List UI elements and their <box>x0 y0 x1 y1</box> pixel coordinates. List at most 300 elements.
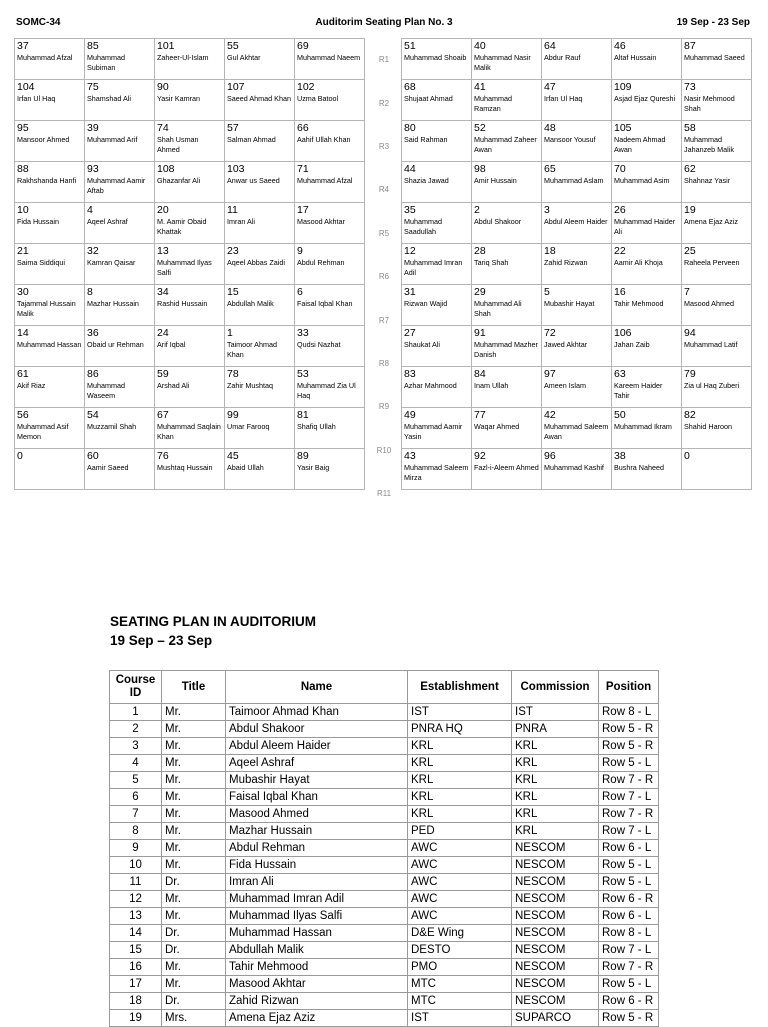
table-cell: Row 5 - L <box>599 874 659 891</box>
table-cell: Mr. <box>162 840 226 857</box>
row-label: R5 <box>378 228 390 238</box>
seat-cell <box>15 203 85 244</box>
seat-occupant: Muhammad Asif Memon <box>17 422 69 441</box>
seat-number: 2 <box>474 204 480 216</box>
seat-cell <box>85 39 155 80</box>
seat-number: 17 <box>297 204 309 216</box>
seat-number: 79 <box>684 368 696 380</box>
seat-occupant: Muzzamil Shah <box>87 422 137 431</box>
table-row <box>110 738 659 755</box>
seat-cell <box>85 203 155 244</box>
seat-cell <box>472 39 542 80</box>
seat-cell <box>682 203 752 244</box>
seat-occupant: Yasir Kamran <box>157 94 201 103</box>
seat-occupant: Shahnaz Yasir <box>684 176 731 185</box>
table-cell: Row 8 - L <box>599 704 659 721</box>
table-cell: Row 5 - L <box>599 755 659 772</box>
seat-occupant: Waqar Ahmed <box>474 422 520 431</box>
seat-number: 42 <box>544 409 556 421</box>
table-cell: Mr. <box>162 976 226 993</box>
seat-cell <box>612 285 682 326</box>
seat-number: 49 <box>404 409 416 421</box>
table-row <box>110 840 659 857</box>
seat-number: 37 <box>17 40 29 52</box>
seat-occupant: Muhammad Asim <box>614 176 670 185</box>
table-cell: DESTO <box>408 942 512 959</box>
seat-number: 53 <box>297 368 309 380</box>
seat-cell <box>682 80 752 121</box>
seat-cell <box>682 408 752 449</box>
seat-number: 10 <box>17 204 29 216</box>
seat-occupant: Mushtaq Hussain <box>157 463 213 472</box>
seat-cell <box>15 162 85 203</box>
seat-occupant: Saeed Ahmad Khan <box>227 94 291 103</box>
row-label: R6 <box>378 272 390 282</box>
table-cell: KRL <box>408 789 512 806</box>
seat-number: 56 <box>17 409 29 421</box>
seat-cell <box>295 285 365 326</box>
seat-cell <box>682 244 752 285</box>
seat-number: 107 <box>227 81 245 93</box>
seat-occupant: Tahir Mehmood <box>614 299 664 308</box>
seat-number: 39 <box>87 122 99 134</box>
table-cell: Abdul Aleem Haider <box>226 738 408 755</box>
seat-cell <box>155 162 225 203</box>
table-cell: 17 <box>110 976 162 993</box>
seat-cell <box>295 326 365 367</box>
seat-number: 52 <box>474 122 486 134</box>
seat-number: 83 <box>404 368 416 380</box>
seat-row <box>15 121 365 162</box>
seat-number: 20 <box>157 204 169 216</box>
seat-cell <box>15 408 85 449</box>
seat-occupant: Shaukat Ali <box>404 340 440 349</box>
table-cell: Row 7 - L <box>599 823 659 840</box>
seat-number: 28 <box>474 245 486 257</box>
table-cell: 7 <box>110 806 162 823</box>
seat-row <box>402 80 752 121</box>
seat-number: 30 <box>17 286 29 298</box>
seat-number: 89 <box>297 450 309 462</box>
seat-cell <box>85 162 155 203</box>
seat-number: 23 <box>227 245 239 257</box>
seat-number: 33 <box>297 327 309 339</box>
table-cell: NESCOM <box>512 857 599 874</box>
seat-number: 70 <box>614 163 626 175</box>
seat-row <box>15 285 365 326</box>
seat-cell <box>295 449 365 490</box>
seat-cell <box>402 367 472 408</box>
table-cell: 2 <box>110 721 162 738</box>
seat-occupant: Anwar us Saeed <box>227 176 280 185</box>
table-cell: MTC <box>408 993 512 1010</box>
seat-occupant: Muhammad Ali Shah <box>474 299 522 318</box>
seat-cell <box>225 367 295 408</box>
seat-occupant: Bushra Naheed <box>614 463 664 472</box>
seat-number: 21 <box>17 245 29 257</box>
seat-number: 64 <box>544 40 556 52</box>
seat-number: 102 <box>297 81 315 93</box>
table-cell: AWC <box>408 891 512 908</box>
table-row <box>110 772 659 789</box>
seat-occupant: Muhammad Imran Adil <box>404 258 463 277</box>
table-cell: Abdul Rehman <box>226 840 408 857</box>
seat-row <box>402 203 752 244</box>
seat-number: 85 <box>87 40 99 52</box>
seat-number: 41 <box>474 81 486 93</box>
seat-number: 75 <box>87 81 99 93</box>
table-cell: IST <box>408 1010 512 1027</box>
table-cell: Row 7 - R <box>599 959 659 976</box>
seat-row <box>402 449 752 490</box>
seat-number: 63 <box>614 368 626 380</box>
seat-number: 22 <box>614 245 626 257</box>
seat-cell <box>472 449 542 490</box>
seat-occupant: Muhammad Aamir Aftab <box>87 176 146 195</box>
seat-cell <box>155 39 225 80</box>
seat-number: 5 <box>544 286 550 298</box>
seat-cell <box>402 162 472 203</box>
seat-occupant: Muhammad Jahanzeb Malik <box>684 135 734 154</box>
seat-cell <box>542 367 612 408</box>
doc-code: SOMC-34 <box>16 17 61 28</box>
table-cell: PED <box>408 823 512 840</box>
seat-cell <box>85 80 155 121</box>
table-cell: Masood Ahmed <box>226 806 408 823</box>
table-cell: Row 5 - R <box>599 738 659 755</box>
seat-cell <box>155 326 225 367</box>
seat-number: 3 <box>544 204 550 216</box>
seat-cell <box>155 408 225 449</box>
seat-occupant: Tariq Shah <box>474 258 509 267</box>
seat-number: 97 <box>544 368 556 380</box>
seat-number: 108 <box>157 163 175 175</box>
seat-cell <box>15 326 85 367</box>
table-cell: Mr. <box>162 959 226 976</box>
seat-row <box>15 203 365 244</box>
seat-occupant: Muhammad Aslam <box>544 176 604 185</box>
table-cell: NESCOM <box>512 959 599 976</box>
seat-occupant: Asjad Ejaz Qureshi <box>614 94 676 103</box>
seat-number: 105 <box>614 122 632 134</box>
seat-number: 9 <box>297 245 303 257</box>
seat-occupant: Muhammad Naeem <box>297 53 361 62</box>
seat-number: 0 <box>17 450 23 462</box>
seat-cell <box>155 367 225 408</box>
doc-title: Auditorim Seating Plan No. 3 <box>315 17 453 28</box>
seat-cell <box>225 326 295 367</box>
seat-number: 60 <box>87 450 99 462</box>
seat-row <box>15 80 365 121</box>
table-cell: 8 <box>110 823 162 840</box>
seat-occupant: Zahid Rizwan <box>544 258 588 267</box>
table-cell: Aqeel Ashraf <box>226 755 408 772</box>
seat-occupant: Jawed Akhtar <box>544 340 588 349</box>
seat-occupant: Arif Iqbal <box>157 340 186 349</box>
seating-list-table <box>109 670 659 1027</box>
seat-number: 62 <box>684 163 696 175</box>
seat-cell <box>542 449 612 490</box>
table-cell: KRL <box>408 772 512 789</box>
seat-occupant: Muhammad Zia Ul Haq <box>297 381 356 400</box>
seat-occupant: Mansoor Yousuf <box>544 135 596 144</box>
seat-cell <box>402 285 472 326</box>
seat-occupant: Umar Farooq <box>227 422 270 431</box>
seat-cell <box>225 203 295 244</box>
seat-number: 58 <box>684 122 696 134</box>
seat-cell <box>155 449 225 490</box>
table-row <box>110 993 659 1010</box>
table-cell: 10 <box>110 857 162 874</box>
seat-cell <box>542 121 612 162</box>
seat-occupant: Mansoor Ahmed <box>17 135 70 144</box>
seat-occupant: Qudsi Nazhat <box>297 340 341 349</box>
seat-occupant: Masood Ahmed <box>684 299 734 308</box>
seat-row <box>15 39 365 80</box>
seat-cell <box>682 121 752 162</box>
seat-number: 95 <box>17 122 29 134</box>
seat-cell <box>85 244 155 285</box>
column-header: Title <box>162 671 226 704</box>
seat-cell <box>682 326 752 367</box>
table-cell: 5 <box>110 772 162 789</box>
seat-number: 1 <box>227 327 233 339</box>
seat-number: 78 <box>227 368 239 380</box>
seat-occupant: Aqeel Abbas Zaidi <box>227 258 285 267</box>
seat-occupant: Muhammad Kashif <box>544 463 604 472</box>
table-cell: 6 <box>110 789 162 806</box>
column-header: Position <box>599 671 659 704</box>
seat-number: 36 <box>87 327 99 339</box>
seat-cell <box>15 244 85 285</box>
table-cell: NESCOM <box>512 891 599 908</box>
seat-number: 68 <box>404 81 416 93</box>
seat-cell <box>472 80 542 121</box>
seat-occupant: Yasir Baig <box>297 463 330 472</box>
table-cell: Mrs. <box>162 1010 226 1027</box>
table-cell: 18 <box>110 993 162 1010</box>
seat-occupant: Aamir Saeed <box>87 463 129 472</box>
seat-cell <box>155 80 225 121</box>
seat-cell <box>15 285 85 326</box>
seat-cell <box>402 244 472 285</box>
seat-row <box>402 326 752 367</box>
seat-cell <box>225 121 295 162</box>
table-cell: KRL <box>512 806 599 823</box>
seat-number: 51 <box>404 40 416 52</box>
seat-cell <box>15 80 85 121</box>
seat-number: 104 <box>17 81 35 93</box>
table-cell: Row 7 - L <box>599 942 659 959</box>
seat-occupant: Salman Ahmad <box>227 135 276 144</box>
seat-number: 106 <box>614 327 632 339</box>
seat-row <box>402 244 752 285</box>
seat-row <box>402 39 752 80</box>
table-row <box>110 823 659 840</box>
seat-number: 45 <box>227 450 239 462</box>
table-cell: Mr. <box>162 772 226 789</box>
seat-cell <box>85 285 155 326</box>
table-cell: Imran Ali <box>226 874 408 891</box>
table-cell: KRL <box>408 755 512 772</box>
seat-number: 43 <box>404 450 416 462</box>
seat-cell <box>225 80 295 121</box>
table-cell: Abdul Shakoor <box>226 721 408 738</box>
table-cell: NESCOM <box>512 908 599 925</box>
doc-dates: 19 Sep - 23 Sep <box>676 17 750 28</box>
seat-number: 86 <box>87 368 99 380</box>
table-cell: Dr. <box>162 874 226 891</box>
seat-cell <box>402 326 472 367</box>
seat-number: 74 <box>157 122 169 134</box>
table-cell: Mr. <box>162 908 226 925</box>
seat-cell <box>682 162 752 203</box>
seat-number: 29 <box>474 286 486 298</box>
seat-occupant: Said Rahman <box>404 135 448 144</box>
table-cell: Zahid Rizwan <box>226 993 408 1010</box>
seat-number: 77 <box>474 409 486 421</box>
row-label: R9 <box>378 402 390 412</box>
table-row <box>110 874 659 891</box>
seat-number: 92 <box>474 450 486 462</box>
seat-number: 103 <box>227 163 245 175</box>
seat-cell <box>542 326 612 367</box>
table-cell: KRL <box>512 755 599 772</box>
seat-row <box>15 408 365 449</box>
seat-cell <box>225 449 295 490</box>
seat-number: 32 <box>87 245 99 257</box>
seat-cell <box>542 408 612 449</box>
table-cell: AWC <box>408 908 512 925</box>
table-cell: NESCOM <box>512 874 599 891</box>
table-cell: KRL <box>512 738 599 755</box>
seat-occupant: Muhammad Mazher Danish <box>474 340 538 359</box>
table-cell: Mubashir Hayat <box>226 772 408 789</box>
table-cell: 12 <box>110 891 162 908</box>
seat-number: 67 <box>157 409 169 421</box>
table-row <box>110 789 659 806</box>
table-cell: Row 5 - L <box>599 857 659 874</box>
seat-cell <box>682 367 752 408</box>
table-cell: Mr. <box>162 789 226 806</box>
table-cell: Row 5 - R <box>599 1010 659 1027</box>
seat-occupant: Arshad Ali <box>157 381 190 390</box>
seat-number: 55 <box>227 40 239 52</box>
seat-number: 35 <box>404 204 416 216</box>
seat-occupant: Amir Hussain <box>474 176 517 185</box>
seat-number: 14 <box>17 327 29 339</box>
column-header: Course ID <box>110 671 162 704</box>
seat-cell <box>295 367 365 408</box>
seat-number: 101 <box>157 40 175 52</box>
seat-row <box>15 244 365 285</box>
seat-number: 0 <box>684 450 690 462</box>
seat-occupant: Kamran Qaisar <box>87 258 136 267</box>
seat-row <box>15 326 365 367</box>
seat-cell <box>85 367 155 408</box>
table-cell: MTC <box>408 976 512 993</box>
table-row <box>110 976 659 993</box>
seat-cell <box>295 121 365 162</box>
seat-number: 57 <box>227 122 239 134</box>
row-label: R4 <box>378 185 390 195</box>
seat-occupant: Imran Ali <box>227 217 255 226</box>
table-cell: 19 <box>110 1010 162 1027</box>
seat-cell <box>85 408 155 449</box>
table-cell: Mr. <box>162 823 226 840</box>
table-cell: Muhammad Imran Adil <box>226 891 408 908</box>
seat-occupant: Jahan Zaib <box>614 340 650 349</box>
seat-occupant: Rakhshanda Hanfi <box>17 176 77 185</box>
table-cell: Masood Akhtar <box>226 976 408 993</box>
table-cell: KRL <box>408 806 512 823</box>
seat-occupant: Inam Ullah <box>474 381 509 390</box>
column-header: Establishment <box>408 671 512 704</box>
seat-occupant: Mazhar Hussain <box>87 299 139 308</box>
table-cell: Dr. <box>162 993 226 1010</box>
table-cell: 13 <box>110 908 162 925</box>
table-row <box>110 925 659 942</box>
seat-occupant: Aamir Ali Khoja <box>614 258 663 267</box>
seat-number: 47 <box>544 81 556 93</box>
seat-occupant: Muhammad Shoaib <box>404 53 467 62</box>
seat-occupant: Abdur Rauf <box>544 53 581 62</box>
seat-row <box>402 121 752 162</box>
seat-number: 50 <box>614 409 626 421</box>
seat-cell <box>612 80 682 121</box>
seat-cell <box>225 162 295 203</box>
table-cell: Taimoor Ahmad Khan <box>226 704 408 721</box>
seat-occupant: Muhammad Nasir Malik <box>474 53 531 72</box>
seat-occupant: Irfan Ul Haq <box>544 94 583 103</box>
seat-cell <box>542 162 612 203</box>
seat-number: 80 <box>404 122 416 134</box>
seat-number: 46 <box>614 40 626 52</box>
seat-occupant: Gul Akhtar <box>227 53 261 62</box>
table-cell: D&E Wing <box>408 925 512 942</box>
seat-number: 65 <box>544 163 556 175</box>
seat-occupant: Abdul Rehman <box>297 258 345 267</box>
seat-occupant: Muhammad Saeed <box>684 53 745 62</box>
seat-number: 88 <box>17 163 29 175</box>
seat-occupant: Shah Usman Ahmed <box>157 135 199 154</box>
seat-cell <box>295 162 365 203</box>
table-cell: IST <box>512 704 599 721</box>
seat-cell <box>295 203 365 244</box>
table-cell: Muhammad Ilyas Salfi <box>226 908 408 925</box>
seat-occupant: Abdul Aleem Haider <box>544 217 608 226</box>
row-label: R7 <box>378 315 390 325</box>
seat-cell <box>295 408 365 449</box>
seat-cell <box>155 244 225 285</box>
seat-cell <box>612 162 682 203</box>
table-cell: Mr. <box>162 755 226 772</box>
seat-cell <box>682 285 752 326</box>
seat-occupant: Ghazanfar Ali <box>157 176 201 185</box>
seat-occupant: Faisal Iqbal Khan <box>297 299 353 308</box>
seat-cell <box>612 121 682 162</box>
seat-number: 54 <box>87 409 99 421</box>
seat-occupant: Ameen Islam <box>544 381 586 390</box>
seat-number: 81 <box>297 409 309 421</box>
seat-number: 13 <box>157 245 169 257</box>
seat-occupant: Muhammad Saleem Awan <box>544 422 609 441</box>
table-cell: AWC <box>408 840 512 857</box>
seat-cell <box>15 39 85 80</box>
table-row <box>110 891 659 908</box>
table-row <box>110 721 659 738</box>
table-cell: 14 <box>110 925 162 942</box>
